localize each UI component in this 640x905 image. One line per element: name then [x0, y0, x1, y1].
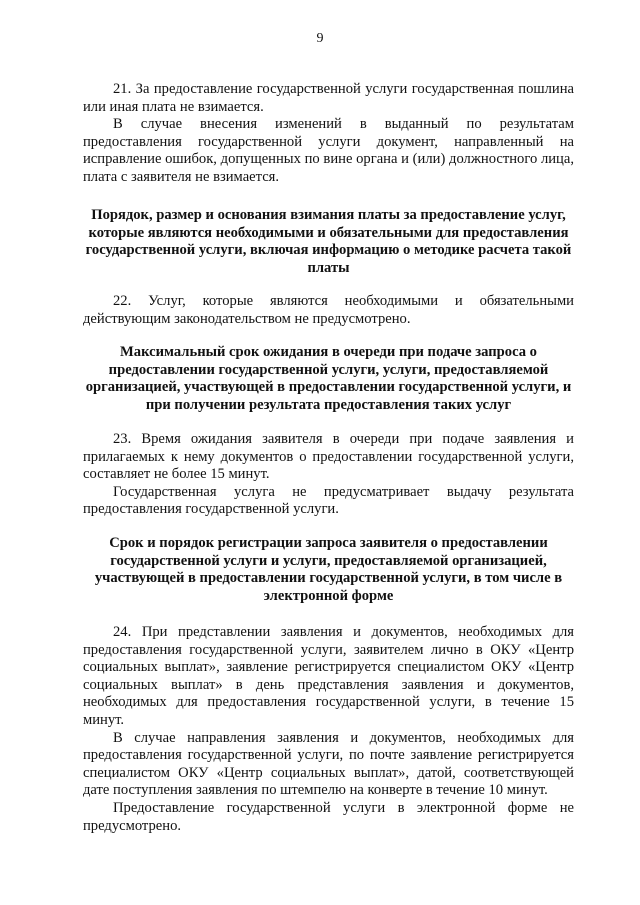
- paragraph-23-2: Государственная услуга не предусматривает выдачу результата предоставления государственной услуги.: [83, 483, 574, 518]
- paragraph-24-1: 24. При представлении заявления и документов, необходимых для предоставления государственной услуги, заявителем лично в ОКУ «Центр социальных выплат», заявление регистрируется специалистом ОКУ «Центр социальных выплат» в день представления заявления и документов, необходимых для предоставления государственной услуги, в течение 15 минут.: [83, 624, 574, 728]
- heading-payment-order: Порядок, размер и основания взимания платы за предоставление услуг, которые являются необходимыми и обязательными для предоставления государственной услуги, включая информацию о методике расчета такой платы: [85, 207, 572, 276]
- paragraph-21-1: 21. За предоставление государственной услуги государственная пошлина или иная плата не взимается.: [83, 81, 574, 115]
- section-24: [83, 624, 574, 835]
- paragraph-24-2: В случае направления заявления и документов, необходимых для предоставления государственной услуги, по почте заявление регистрируется специалистом ОКУ «Центр социальных выплат», датой, соответствующей дате поступления заявления по штемпелю на конверте в течение 10 минут.: [83, 729, 574, 799]
- section-21: [83, 81, 574, 187]
- heading-queue-time: Максимальный срок ожидания в очереди при подаче запроса о предоставлении государственной услуги, услуги, предоставляемой организацией, участвующей в предоставлении государственной услуги, и при получении результата предоставления таких услуг: [85, 344, 572, 413]
- page-number: 9: [316, 31, 324, 46]
- paragraph-24-3: Предоставление государственной услуги в электронной форме не предусмотрено.: [83, 799, 574, 834]
- section-22: [83, 293, 574, 328]
- section-23: [83, 431, 574, 519]
- heading-registration: Срок и порядок регистрации запроса заявителя о предоставлении государственной услуги и услуги, предоставляемой организацией, участвующей в предоставлении государственной услуги, в том числе в электронной форме: [94, 535, 563, 604]
- paragraph-23-1: 23. Время ожидания заявителя в очереди при подаче заявления и прилагаемых к нему документов о предоставлении государственной услуги, составляет не более 15 минут.: [83, 431, 574, 483]
- paragraph-21-2: В случае внесения изменений в выданный по результатам предоставления государственной услуги документ, направленный на исправление ошибок, допущенных по вине органа и (или) должностного лица, плата с заявителя не взимается.: [83, 116, 574, 185]
- paragraph-22-1: 22. Услуг, которые являются необходимыми и обязательными действующим законодательством не предусмотрено.: [83, 293, 574, 327]
